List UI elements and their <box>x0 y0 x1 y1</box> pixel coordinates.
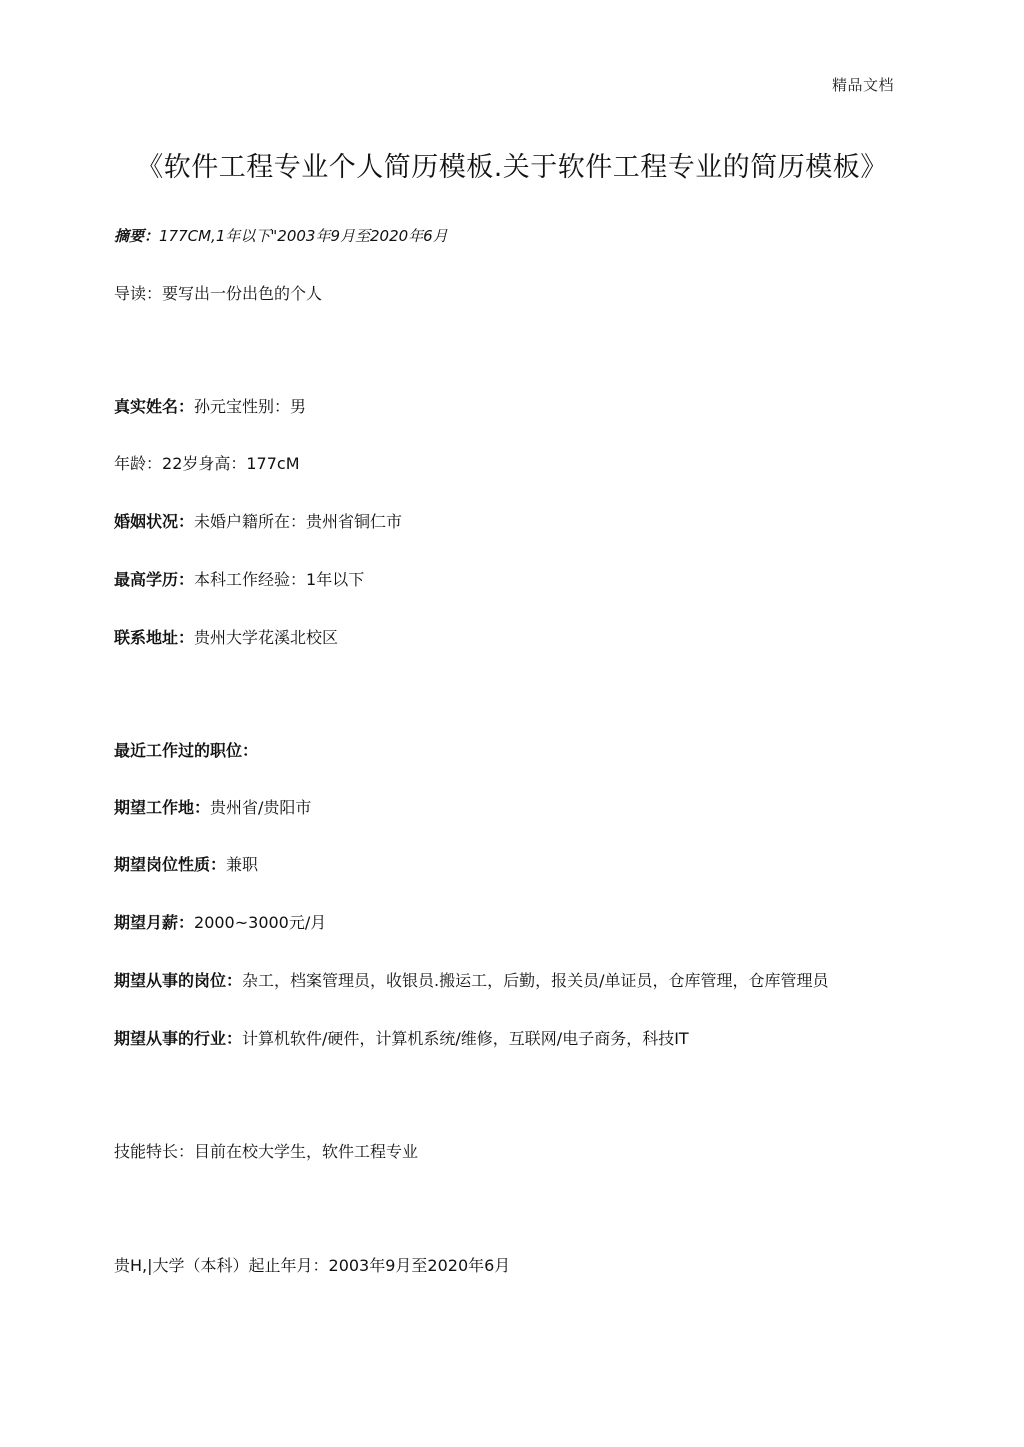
profile-marital-line <box>114 512 402 532</box>
profile-label: 真实姓名： <box>114 397 195 416</box>
job-value: 2000~3000元/月 <box>194 913 327 932</box>
header-note: 精品文档 <box>831 76 894 94</box>
abstract-text: 177CM,1年以下"2003年9月至2020年6月 <box>159 227 448 245</box>
profile-label: 年龄： <box>114 454 163 473</box>
education-text: 贵H,|大学（本科）起止年月：2003年9月至2020年6月 <box>114 1256 511 1275</box>
skills-line <box>114 1142 418 1162</box>
profile-label: 最高学历： <box>114 570 195 589</box>
job-salary-line <box>114 913 326 933</box>
education-line <box>114 1256 510 1276</box>
job-location-line <box>114 798 311 818</box>
profile-value: 本科工作经验：1年以下 <box>194 570 365 589</box>
profile-value: 未婚户籍所在：贵州省铜仁市 <box>194 512 403 531</box>
profile-label: 婚姻状况： <box>114 512 195 531</box>
job-desired-industries-line <box>114 1029 689 1049</box>
profile-age-line <box>114 454 300 474</box>
job-type-line <box>114 855 258 875</box>
job-label: 期望月薪： <box>114 913 195 932</box>
job-label: 期望岗位性质： <box>114 855 227 874</box>
job-label: 期望工作地： <box>114 798 211 817</box>
abstract-label: 摘要： <box>114 227 160 245</box>
profile-value: 孙元宝性别：男 <box>194 397 307 416</box>
job-recent-position-line <box>114 741 258 761</box>
profile-address-line <box>114 628 338 648</box>
job-value: 贵州省/贵阳市 <box>210 798 312 817</box>
intro-label: 导读： <box>114 284 163 303</box>
job-label: 期望从事的行业： <box>114 1029 243 1048</box>
job-label: 期望从事的岗位： <box>114 971 243 990</box>
profile-value: 22岁身高：177cM <box>162 454 300 473</box>
skills-label: 技能特长： <box>114 1142 195 1161</box>
job-desired-positions-line <box>114 971 829 991</box>
intro-line <box>114 284 322 304</box>
intro-text: 要写出一份出色的个人 <box>162 284 323 303</box>
skills-text: 目前在校大学生，软件工程专业 <box>194 1142 419 1161</box>
profile-label: 联系地址： <box>114 628 195 647</box>
profile-name-line <box>114 397 306 417</box>
profile-value: 贵州大学花溪北校区 <box>194 628 339 647</box>
job-value: 兼职 <box>226 855 259 874</box>
profile-education-line <box>114 570 364 590</box>
document-title: 《软件工程专业个人简历模板.关于软件工程专业的简历模板》 <box>136 152 888 183</box>
job-label: 最近工作过的职位： <box>114 741 259 760</box>
job-value: 杂工，档案管理员，收银员.搬运工，后勤，报关员/单证员，仓库管理，仓库管理员 <box>242 971 829 990</box>
job-value: 计算机软件/硬件，计算机系统/维修，互联网/电子商务，科技IT <box>242 1029 689 1048</box>
abstract-line <box>114 226 448 246</box>
